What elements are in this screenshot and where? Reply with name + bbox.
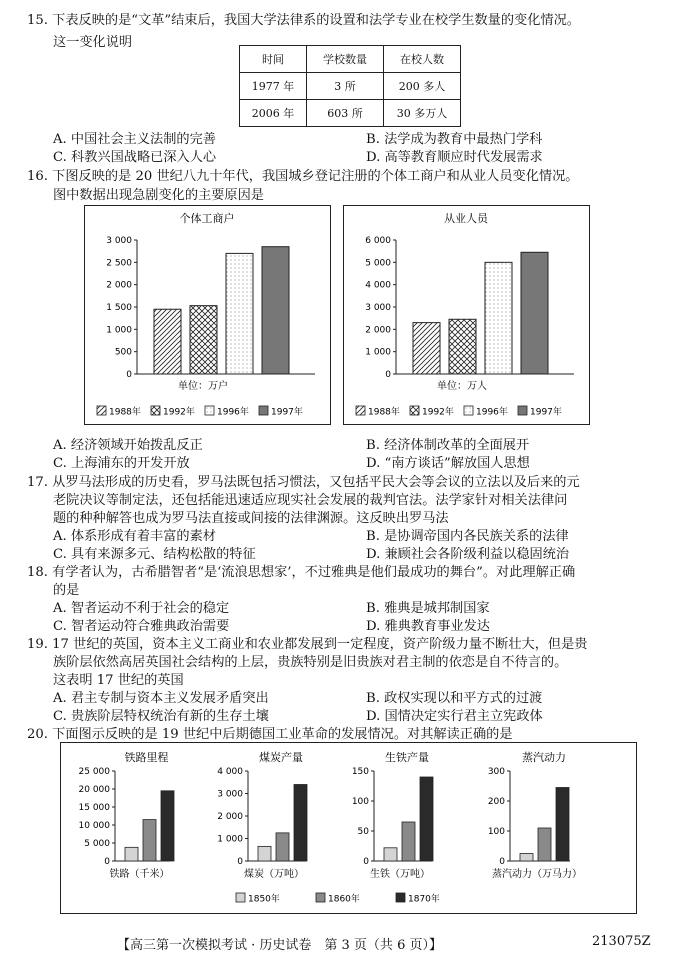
y-tick-label: 1 500	[106, 303, 132, 313]
y-tick-label: 25 000	[78, 767, 110, 777]
y-tick-label: 15 000	[78, 803, 110, 813]
q19-stem-line2: 族阶层依然高居英国社会结构的上层，贵族特别是旧贵族对君主制的依恋是自不待言的。	[53, 655, 568, 670]
y-tick-label: 3 000	[106, 236, 132, 246]
q20-stem: 20. 下面图示反映的是 19 世纪中后期德国工业革命的发展情况。对其解读正确的是	[27, 727, 513, 742]
legend-swatch	[316, 893, 325, 902]
y-tick-label: 0	[126, 370, 132, 380]
bar-1870年	[420, 777, 433, 861]
y-tick-label: 200	[487, 797, 505, 807]
panel-title: 蒸汽动力	[522, 751, 566, 764]
unit-label: 单位：万人	[437, 381, 487, 392]
legend-swatch	[97, 406, 106, 415]
bar-1992年	[449, 319, 476, 374]
y-tick-label: 100	[487, 827, 505, 837]
legend-swatch	[410, 406, 419, 415]
y-tick-label: 100	[351, 797, 369, 807]
q16-option-d: D. “南方谈话”解放国人思想	[366, 456, 530, 471]
y-tick-label: 3 000	[217, 789, 243, 800]
panel-title: 煤炭产量	[259, 751, 303, 764]
legend-label: 1997年	[530, 407, 562, 418]
industry-charts	[61, 743, 636, 913]
q17-stem-line1: 17. 从罗马法形成的历史看，罗马法既包括习惯法，又包括平民大会等会议的立法以及后来的元	[27, 475, 580, 490]
legend-swatch	[518, 406, 527, 415]
q18-stem-line2: 的是	[53, 583, 80, 598]
q15-option-a: A. 中国社会主义法制的完善	[53, 132, 216, 147]
q16-stem-line1: 16. 下图反映的是 20 世纪八九十年代，我国城乡登记注册的个体工商户和从业人员变化情况。	[27, 169, 579, 184]
table-cell: 3 所	[307, 73, 384, 100]
y-tick-label: 1 000	[217, 834, 243, 845]
chart-box-households	[84, 205, 331, 425]
q17-option-a: A. 体系形成有着丰富的素材	[53, 529, 216, 544]
q15-option-c: C. 科教兴国战略已深入人心	[53, 150, 217, 165]
x-axis-label: 蒸汽动力（万马力）	[492, 869, 582, 880]
y-tick-label: 5 000	[84, 839, 110, 849]
y-tick-label: 2 000	[217, 812, 243, 822]
workers-chart	[344, 206, 589, 424]
legend-label: 1850年	[248, 894, 280, 905]
chart-box-industry	[60, 742, 637, 914]
y-tick-label: 0	[499, 857, 505, 867]
q19-option-b: B. 政权实现以和平方式的过渡	[366, 691, 543, 706]
table-cell: 30 多万人	[384, 100, 461, 127]
q15-table	[239, 45, 461, 127]
legend-label: 1992年	[422, 407, 454, 418]
bar-1996年	[226, 253, 253, 374]
table-cell: 200 多人	[384, 73, 461, 100]
legend-swatch	[236, 893, 245, 902]
q17-stem-line2: 老院决议等制定法，还包括能迅速适应现实社会发展的裁判官法。法学家针对相关法律问	[53, 493, 568, 508]
y-tick-label: 4 000	[217, 767, 243, 777]
legend-label: 1870年	[408, 894, 440, 905]
q18-option-a: A. 智者运动不利于社会的稳定	[53, 601, 230, 616]
q15-stem-line1: 15. 下表反映的是“文革”结束后，我国大学法律系的设置和法学专业在校学生数量的变化情况。	[27, 13, 580, 28]
q16-option-c: C. 上海浦东的开发开放	[53, 456, 190, 471]
legend-swatch	[356, 406, 365, 415]
q17-option-d: D. 兼顾社会各阶级利益以稳固统治	[366, 547, 570, 562]
y-tick-label: 150	[351, 767, 369, 777]
q19-option-c: C. 贵族阶层特权统治有新的生存土壤	[53, 709, 269, 724]
bar-1992年	[190, 306, 217, 374]
legend-label: 1860年	[328, 894, 360, 905]
y-tick-label: 0	[363, 857, 369, 867]
q19-stem-line1: 19. 17 世纪的英国，资本主义工商业和农业都发展到一定程度，资产阶级力量不断壮大，但是贵	[27, 637, 588, 652]
legend-label: 1992年	[163, 407, 195, 418]
q18-option-c: C. 智者运动符合雅典政治需要	[53, 619, 230, 634]
q16-option-a: A. 经济领域开始拨乱反正	[53, 438, 203, 453]
legend-swatch	[464, 406, 473, 415]
table-cell: 2006 年	[240, 100, 307, 127]
bar-1860年	[276, 833, 289, 861]
x-axis-label: 生铁（万吨）	[370, 869, 430, 880]
table-row	[240, 73, 461, 100]
q17-stem-line3: 题的种种解答也成为罗马法直接或间接的法律渊源。这反映出罗马法	[53, 511, 449, 526]
y-tick-label: 1 000	[365, 347, 391, 358]
bar-1870年	[556, 788, 569, 862]
bar-1988年	[154, 309, 181, 374]
exam-code: 213075Z	[592, 934, 651, 949]
q16-option-b: B. 经济体制改革的全面展开	[366, 438, 530, 453]
y-tick-label: 2 000	[365, 325, 391, 336]
table-cell: 603 所	[307, 100, 384, 127]
bar-1850年	[520, 854, 533, 862]
table-row	[240, 100, 461, 127]
legend-label: 1997年	[271, 407, 303, 418]
q19-stem-line3: 这表明 17 世纪的英国	[53, 673, 184, 688]
bar-1850年	[258, 846, 271, 861]
y-tick-label: 50	[357, 827, 369, 837]
bar-1870年	[294, 785, 307, 862]
unit-label: 单位：万户	[178, 381, 228, 392]
table-header-row	[240, 46, 461, 73]
page-footer: 【高三第一次模拟考试 · 历史试卷 第 3 页（共 6 页）】	[117, 938, 442, 953]
legend-swatch	[205, 406, 214, 415]
legend-swatch	[396, 893, 405, 902]
y-tick-label: 300	[487, 767, 505, 777]
y-tick-label: 2 500	[106, 258, 132, 269]
q19-option-a: A. 君主专制与资本主义发展矛盾突出	[53, 691, 269, 706]
y-tick-label: 4 000	[365, 280, 391, 291]
bar-1850年	[384, 848, 397, 861]
y-tick-label: 2 000	[106, 280, 132, 291]
y-tick-label: 0	[385, 370, 391, 380]
bar-1988年	[413, 323, 440, 374]
y-tick-label: 500	[114, 347, 132, 358]
table-header-cell: 学校数量	[307, 46, 384, 73]
table-cell: 1977 年	[240, 73, 307, 100]
bar-1997年	[521, 252, 548, 374]
bar-1860年	[402, 822, 415, 861]
table-header-cell: 时间	[240, 46, 307, 73]
y-tick-label: 0	[237, 857, 243, 867]
q19-option-d: D. 国情决定实行君主立宪政体	[366, 709, 543, 724]
x-axis-label: 煤炭（万吨）	[244, 869, 304, 880]
legend-label: 1988年	[368, 407, 400, 418]
q15-option-d: D. 高等教育顺应时代发展需求	[366, 150, 543, 165]
panel-title: 生铁产量	[385, 751, 429, 764]
legend-label: 1988年	[109, 407, 141, 418]
chart-box-workers	[343, 205, 590, 425]
bar-1997年	[262, 247, 289, 374]
y-tick-label: 5 000	[365, 258, 391, 269]
q17-option-c: C. 具有来源多元、结构松散的特征	[53, 547, 256, 562]
y-tick-label: 20 000	[78, 785, 110, 795]
q18-option-d: D. 雅典教育事业发达	[366, 619, 490, 634]
y-tick-label: 1 000	[106, 325, 132, 336]
y-tick-label: 3 000	[365, 303, 391, 313]
bar-1870年	[161, 791, 174, 861]
legend-swatch	[259, 406, 268, 415]
bar-1860年	[538, 828, 551, 861]
legend-label: 1996年	[476, 407, 508, 418]
q16-stem-line2: 图中数据出现急剧变化的主要原因是	[53, 188, 264, 203]
q15-stem-line2: 这一变化说明	[53, 35, 133, 50]
panel-title: 铁路里程	[124, 751, 169, 764]
bar-1850年	[125, 847, 138, 861]
y-tick-label: 6 000	[365, 236, 391, 246]
x-axis-label: 铁路（千米）	[109, 869, 170, 880]
y-tick-label: 10 000	[78, 821, 110, 831]
y-tick-label: 0	[104, 857, 110, 867]
legend-swatch	[151, 406, 160, 415]
households-chart	[85, 206, 330, 424]
q18-option-b: B. 雅典是城邦制国家	[366, 601, 490, 616]
bar-1860年	[143, 820, 156, 861]
q15-option-b: B. 法学成为教育中最热门学科	[366, 132, 543, 147]
chart-title: 从业人员	[444, 212, 488, 225]
chart-title: 个体工商户	[179, 212, 235, 225]
q18-stem-line1: 18. 有学者认为，古希腊智者“是‘流浪思想家’，不过雅典是他们最成功的舞台”。对此理解正确	[27, 565, 576, 580]
bar-1996年	[485, 262, 512, 374]
table-header-cell: 在校人数	[384, 46, 461, 73]
legend-label: 1996年	[217, 407, 249, 418]
q17-option-b: B. 是协调帝国内各民族关系的法律	[366, 529, 569, 544]
